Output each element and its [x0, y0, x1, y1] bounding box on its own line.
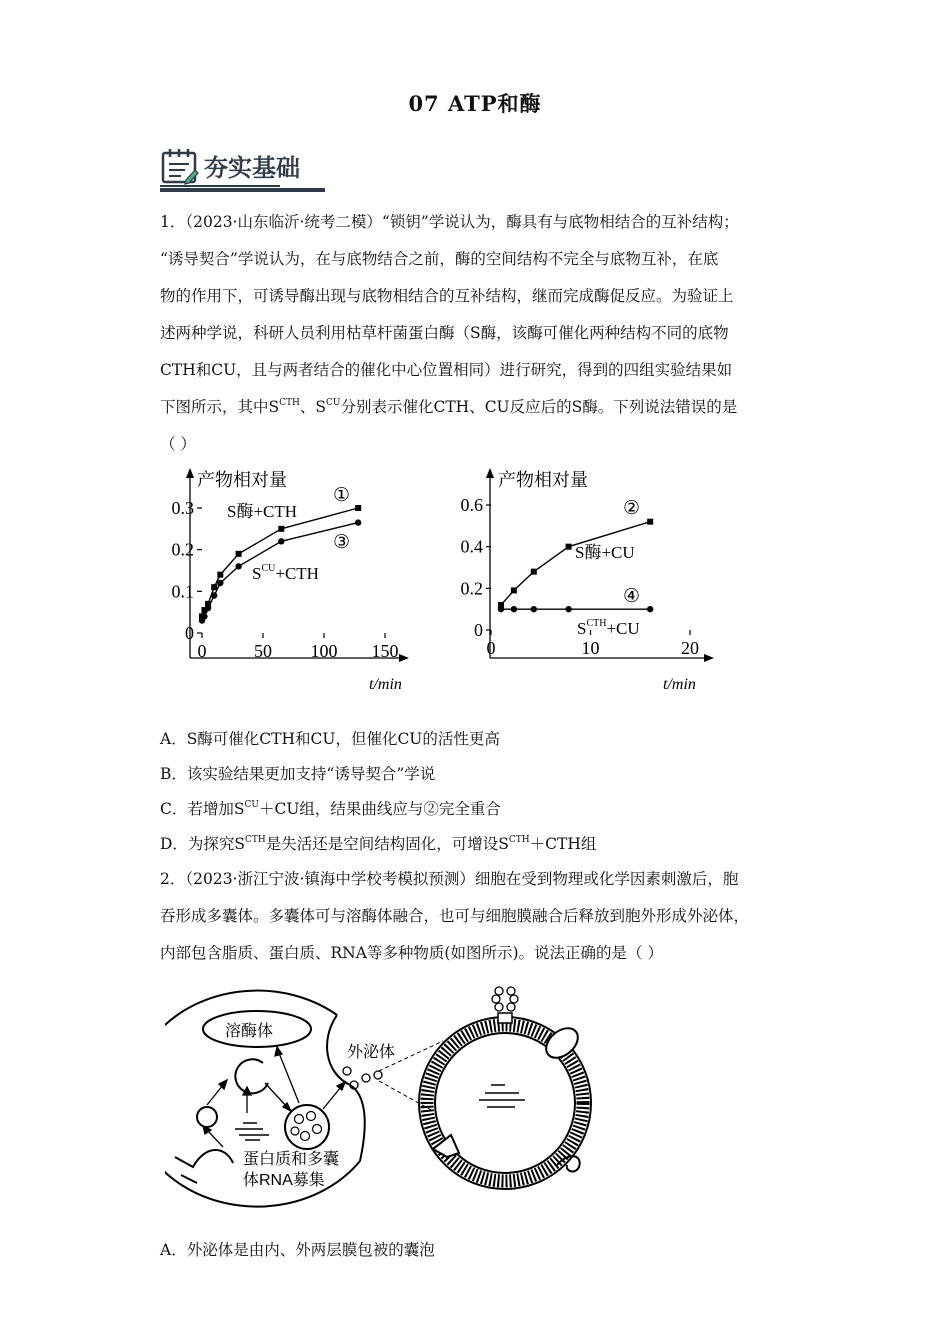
series-label-s-cu: S酶+CU [575, 543, 635, 562]
data-point [498, 606, 504, 612]
y-axis-arrow [186, 468, 194, 478]
data-point [511, 587, 517, 593]
option-b[interactable]: B．该实验结果更加支持“诱导契合”学说 [160, 765, 436, 783]
y-tick-label: 0.6 [460, 495, 483, 515]
intraluminal-vesicle [291, 1127, 299, 1135]
data-point [278, 538, 284, 544]
exosome-vesicle [343, 1067, 351, 1075]
series-label-s-cth: S酶+CTH [227, 502, 298, 521]
y-tick-label: 0 [474, 620, 483, 640]
series-label-scth-cu: $S^{CTH}+CU$ [577, 618, 640, 638]
cargo-sorting-label-2: 体RNA募集 [243, 1172, 325, 1189]
data-point [531, 606, 537, 612]
x-axis-label: t/min [369, 676, 402, 693]
data-point [566, 544, 572, 550]
exosome-enlarged [419, 987, 591, 1189]
y-tick-label: 0.3 [171, 498, 194, 518]
series-number-4: ④ [623, 586, 641, 607]
cargo-sorting-label-1: 蛋白质和多囊 [243, 1151, 340, 1168]
data-point [211, 592, 217, 598]
y-axis-label: 产物相对量 [197, 470, 287, 490]
section-label: 夯实基础 [204, 154, 300, 182]
question-2-line: 内部包含脂质、蛋白质、RNA等多种物质(如图所示)。说法正确的是（ ） [160, 944, 663, 962]
data-point [647, 519, 653, 525]
x-tick-label: 0 [486, 638, 496, 658]
x-axis-arrow [399, 654, 409, 662]
x-axis-label: t/min [663, 676, 696, 693]
y-tick-label: 0.1 [171, 581, 194, 602]
data-point [511, 606, 517, 612]
exosome-vesicle [374, 1071, 382, 1079]
data-point [211, 584, 217, 590]
membrane-segment [181, 1175, 197, 1183]
question-1-line: 物的作用下，可诱导酶出现与底物相结合的互补结构，继而完成酶促反应。为验证上 [160, 287, 734, 305]
question-2-line: 2．（2023·浙江宁波·镇海中学校考模拟预测）细胞在受到物理或化学因素刺激后，胞 [160, 870, 739, 888]
exosome-vesicle [362, 1074, 370, 1082]
question-1-line: “诱导契合”学说认为，在与底物结合之前，酶的空间结构不完全与底物互补，在底 [160, 250, 719, 268]
notepad-icon [160, 146, 200, 186]
section-divider-bar [160, 188, 325, 192]
exosome-diagram [165, 985, 625, 1215]
x-axis-arrow [704, 654, 714, 662]
exosome-label: 外泌体 [347, 1044, 396, 1061]
data-point [565, 606, 571, 612]
question-2-line: 吞形成多囊体。多囊体可与溶酶体融合，也可与细胞膜融合后释放到胞外形成外泌体， [160, 907, 750, 925]
series-line-1 [202, 508, 358, 616]
chart-1 [155, 462, 425, 697]
data-point [531, 569, 537, 575]
early-endosome [235, 1059, 268, 1093]
data-point [217, 572, 223, 578]
question-1-line: CTH和CU，且与两者结合的催化中心位置相同）进行研究，得到的四组实验结果如 [160, 361, 733, 379]
x-tick-label: 10 [581, 638, 600, 658]
protein-rna-cargo [235, 1123, 269, 1140]
data-point [278, 526, 284, 532]
x-tick-label: 50 [254, 641, 272, 661]
y-tick-label: 0.2 [460, 578, 483, 599]
x-tick-label: 20 [681, 638, 699, 658]
x-tick-label: 150 [371, 641, 399, 661]
y-tick-label: 0 [185, 623, 194, 643]
data-point [355, 519, 361, 525]
intraluminal-vesicle [295, 1115, 304, 1124]
question-1-line: 述两种学说，科研人员利用枯草杆菌蛋白酶（S酶，该酶可催化两种结构不同的底物 [160, 324, 729, 342]
pathway-arrows [203, 1047, 345, 1147]
intraluminal-vesicle [313, 1125, 322, 1134]
section-divider [160, 185, 280, 187]
series-number-2: ② [623, 498, 641, 519]
data-point [647, 606, 653, 612]
x-tick-label: 0 [197, 641, 207, 661]
intraluminal-vesicle [301, 1132, 310, 1141]
y-axis-label: 产物相对量 [498, 470, 588, 490]
x-tick-label: 100 [310, 641, 338, 661]
option-c[interactable]: C．若增加$S^{CU}+CU$组，结果曲线应与②完全重合 [160, 800, 501, 818]
section-header [160, 144, 325, 196]
data-point [217, 580, 223, 586]
data-point [205, 605, 211, 611]
question-1-line: 1．（2023·山东临沂·统考二模）“锁钥”学说认为，酶具有与底物相结合的互补结构； [160, 213, 739, 231]
intraluminal-vesicle [307, 1112, 316, 1121]
endocytosis-site [175, 1150, 233, 1167]
vesicle [197, 1107, 217, 1127]
data-point [355, 505, 361, 511]
series-label-scu-cth: $S^{CU}+CTH$ [252, 563, 319, 583]
series-number-1: ① [333, 485, 351, 506]
y-tick-label: 0.4 [460, 536, 483, 557]
data-point [235, 563, 241, 569]
option-a[interactable]: A．S酶可催化CTH和CU，但催化CU的活性更高 [160, 730, 500, 748]
series-number-3: ③ [333, 532, 351, 553]
option-d[interactable]: D．为探究$S^{CTH}$是失活还是空间结构固化，可增设$S^{CTH}+CTH$组 [160, 835, 597, 853]
question-2 [160, 861, 790, 972]
answer-blank: （ ） [160, 435, 196, 453]
y-tick-label: 0.2 [171, 539, 194, 560]
data-point [201, 613, 207, 619]
lysosome-label: 溶酶体 [225, 1023, 274, 1040]
plasma-membrane-pocket [327, 1015, 365, 1161]
page-title: 07 ATP和酶 [408, 91, 542, 116]
y-axis-arrow [486, 468, 494, 478]
question-1 [160, 204, 790, 463]
q2-option-a[interactable]: A．外泌体是由内、外两层膜包被的囊泡 [160, 1241, 435, 1259]
data-point [236, 551, 242, 557]
chart-2 [445, 462, 725, 697]
question-1-line: 下图所示，其中$S^{CTH}$、$S^{CU}$分别表示催化CTH、CU反应后的S酶。下列说法错误的是 [160, 398, 738, 416]
